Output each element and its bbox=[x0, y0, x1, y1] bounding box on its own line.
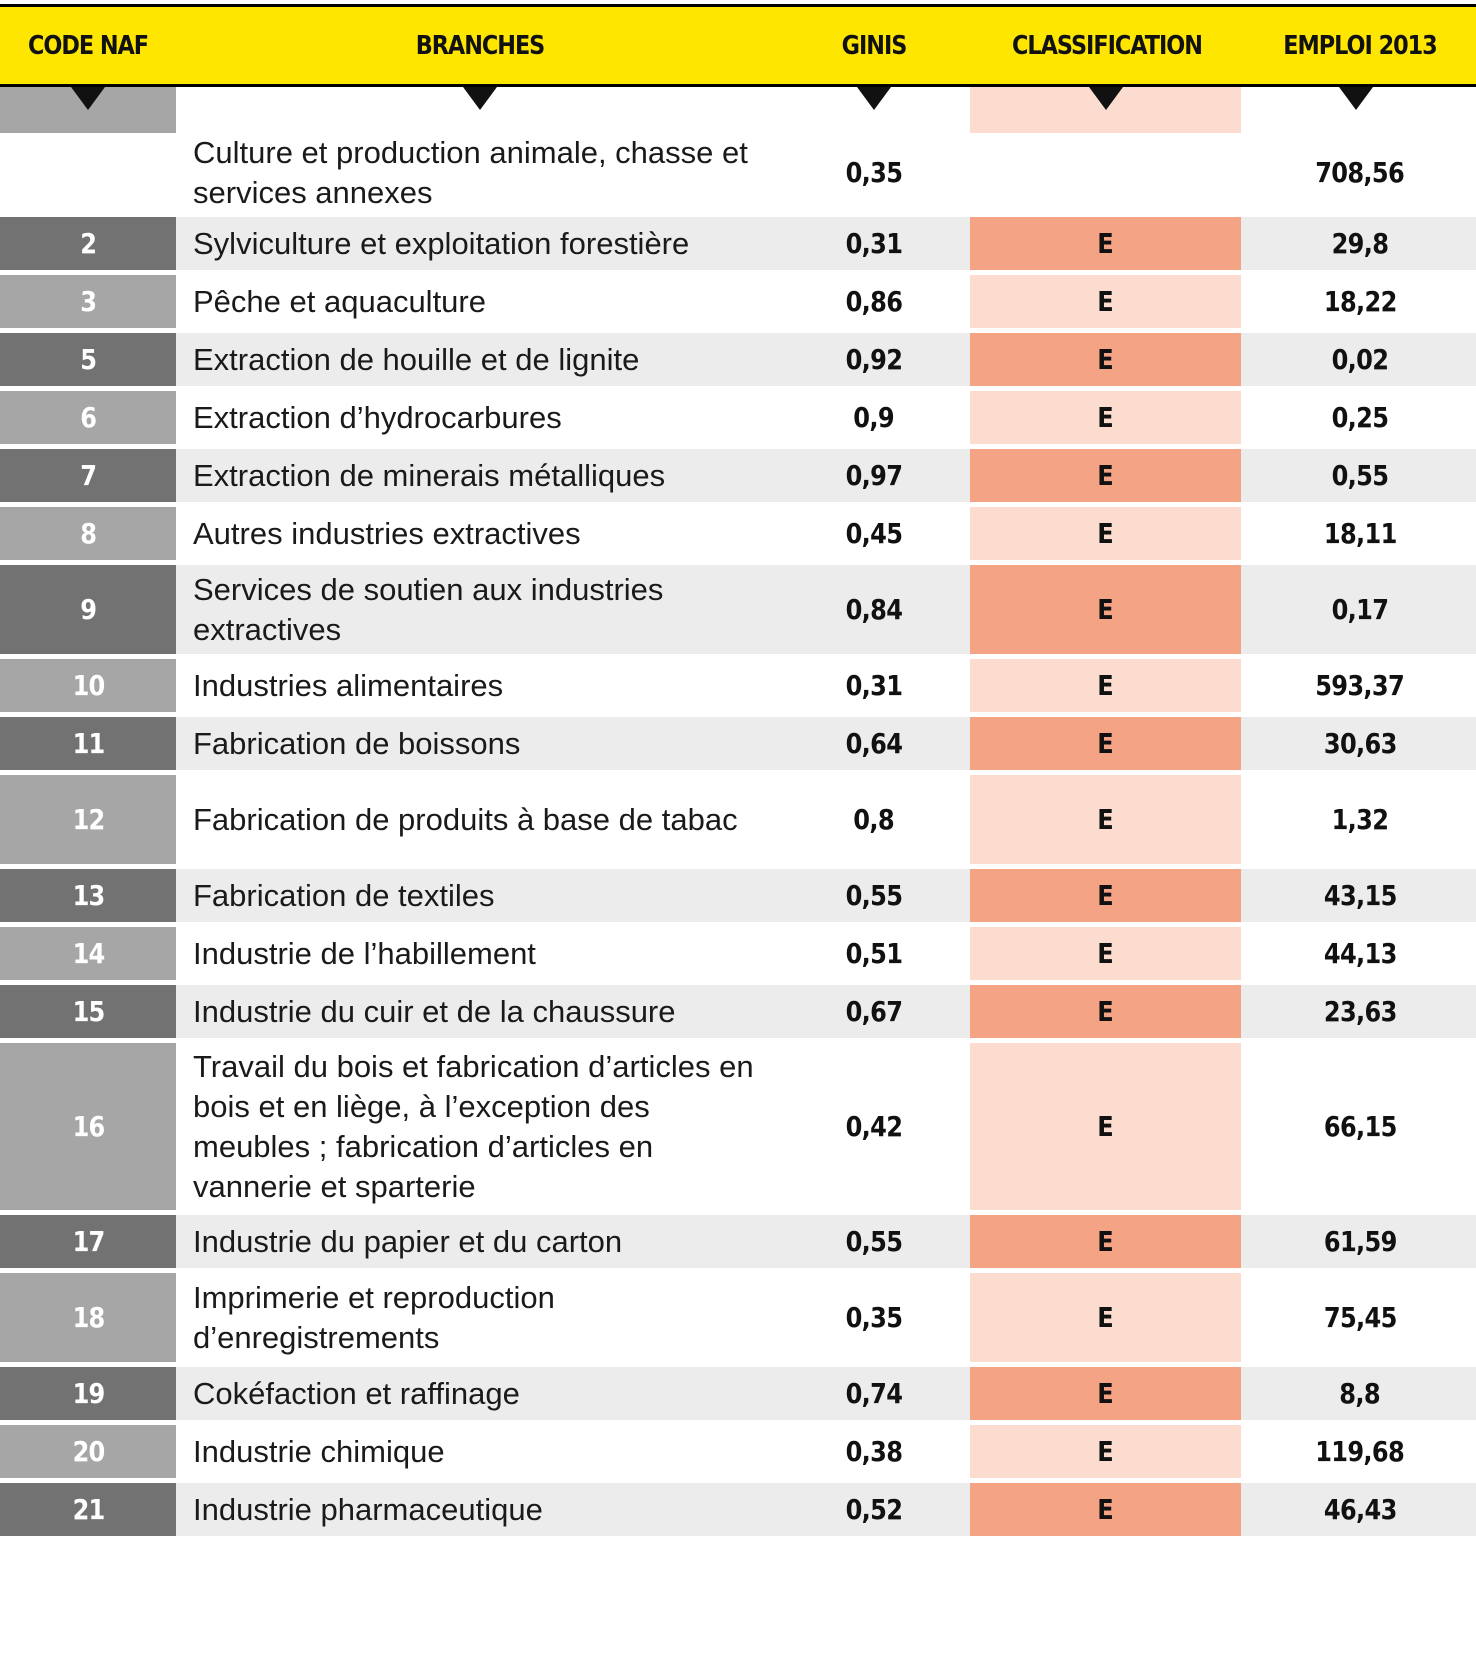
classification-cell: E bbox=[970, 927, 1241, 980]
classification-cell: E bbox=[970, 507, 1241, 560]
emploi-cell: 75,45 bbox=[1323, 1301, 1397, 1334]
branche-cell: Industrie de l’habillement bbox=[193, 935, 536, 971]
emploi-cell: 0,02 bbox=[1331, 343, 1389, 376]
code-naf-cell: 7 bbox=[0, 449, 176, 502]
emploi-cell: 18,22 bbox=[1323, 285, 1397, 318]
emploi-cell: 0,55 bbox=[1331, 459, 1389, 492]
emploi-cell: 119,68 bbox=[1315, 1435, 1405, 1468]
classification-cell: E bbox=[970, 333, 1241, 386]
emploi-cell: 43,15 bbox=[1323, 879, 1397, 912]
code-naf-cell: 14 bbox=[0, 927, 176, 980]
code-naf-cell: 18 bbox=[0, 1273, 176, 1362]
classification-cell: E bbox=[970, 1483, 1241, 1536]
code-naf-cell: 19 bbox=[0, 1367, 176, 1420]
emploi-cell: 29,8 bbox=[1331, 227, 1389, 260]
table-row bbox=[0, 449, 1476, 507]
table-row bbox=[0, 1043, 1476, 1215]
branche-cell: Industrie du cuir et de la chaussure bbox=[193, 993, 676, 1029]
table-row bbox=[0, 1483, 1476, 1541]
classification-cell: E bbox=[970, 1043, 1241, 1210]
code-naf-cell: 1 bbox=[0, 87, 176, 212]
gini-cell: 0,35 bbox=[845, 156, 903, 189]
code-naf-cell: 8 bbox=[0, 507, 176, 560]
table-row bbox=[0, 717, 1476, 775]
classification-cell: E bbox=[970, 275, 1241, 328]
table-row bbox=[0, 391, 1476, 449]
table-row bbox=[0, 565, 1476, 659]
branche-cell: Imprimerie et reproduction d’enregistrements bbox=[193, 1279, 555, 1355]
table-row bbox=[0, 1425, 1476, 1483]
classification-cell: E bbox=[970, 1367, 1241, 1420]
code-naf-cell: 11 bbox=[0, 717, 176, 770]
branche-cell: Extraction de minerais métalliques bbox=[193, 457, 666, 493]
header-code-naf: CODE NAF bbox=[27, 30, 149, 61]
gini-cell: 0,84 bbox=[845, 593, 903, 626]
classification-cell: E bbox=[970, 1215, 1241, 1268]
code-naf-cell: 3 bbox=[0, 275, 176, 328]
branche-cell: Fabrication de boissons bbox=[193, 725, 521, 761]
gini-cell: 0,35 bbox=[845, 1301, 903, 1334]
gini-cell: 0,31 bbox=[845, 669, 903, 702]
gini-cell: 0,74 bbox=[845, 1377, 903, 1410]
branche-cell: Cokéfaction et raffinage bbox=[193, 1375, 520, 1411]
branche-cell: Culture et production animale, chasse et services annexes bbox=[193, 134, 748, 210]
table-row bbox=[0, 659, 1476, 717]
gini-cell: 0,42 bbox=[845, 1110, 903, 1143]
emploi-cell: 18,11 bbox=[1323, 517, 1397, 550]
classification-cell: E bbox=[970, 869, 1241, 922]
emploi-cell: 8,8 bbox=[1339, 1377, 1381, 1410]
gini-cell: 0,67 bbox=[845, 995, 903, 1028]
classification-cell: E bbox=[970, 1273, 1241, 1362]
emploi-cell: 1,32 bbox=[1331, 803, 1389, 836]
emploi-cell: 46,43 bbox=[1323, 1493, 1397, 1526]
branche-cell: Travail du bois et fabrication d’articles en bois et en liège, à l’exception des meubles ; fabrication d’articles en vannerie et sparterie bbox=[193, 1048, 754, 1204]
header-ginis: GINIS bbox=[841, 30, 907, 61]
classification-cell: E bbox=[970, 659, 1241, 712]
table-row bbox=[0, 775, 1476, 869]
code-naf-cell: 15 bbox=[0, 985, 176, 1038]
branche-cell: Sylviculture et exploitation forestière bbox=[193, 225, 690, 261]
branche-cell: Extraction de houille et de lignite bbox=[193, 341, 640, 377]
emploi-cell: 0,25 bbox=[1331, 401, 1389, 434]
code-naf-cell: 17 bbox=[0, 1215, 176, 1268]
branche-cell: Fabrication de produits à base de tabac bbox=[193, 801, 738, 837]
code-naf-cell: 16 bbox=[0, 1043, 176, 1210]
table-row bbox=[0, 1273, 1476, 1367]
table-row bbox=[0, 1367, 1476, 1425]
gini-cell: 0,55 bbox=[845, 1225, 903, 1258]
code-naf-cell: 20 bbox=[0, 1425, 176, 1478]
gini-cell: 0,9 bbox=[853, 401, 895, 434]
code-naf-cell: 2 bbox=[0, 217, 176, 270]
gini-cell: 0,45 bbox=[845, 517, 903, 550]
code-naf-cell: 12 bbox=[0, 775, 176, 864]
table-header bbox=[0, 4, 1476, 87]
code-naf-cell: 5 bbox=[0, 333, 176, 386]
gini-cell: 0,92 bbox=[845, 343, 903, 376]
header-emploi: EMPLOI 2013 bbox=[1283, 30, 1437, 61]
emploi-cell: 0,17 bbox=[1331, 593, 1389, 626]
branche-cell: Extraction d’hydrocarbures bbox=[193, 399, 562, 435]
gini-cell: 0,52 bbox=[845, 1493, 903, 1526]
gini-cell: 0,51 bbox=[845, 937, 903, 970]
classification-cell: E bbox=[970, 391, 1241, 444]
gini-cell: 0,64 bbox=[845, 727, 903, 760]
classification-cell: E bbox=[970, 87, 1241, 212]
classification-cell: E bbox=[970, 449, 1241, 502]
table-row bbox=[0, 1215, 1476, 1273]
gini-cell: 0,97 bbox=[845, 459, 903, 492]
gini-cell: 0,55 bbox=[845, 879, 903, 912]
emploi-cell: 44,13 bbox=[1323, 937, 1397, 970]
classification-cell: E bbox=[970, 775, 1241, 864]
code-naf-cell: 10 bbox=[0, 659, 176, 712]
table-row bbox=[0, 507, 1476, 565]
branche-cell: Services de soutien aux industries extractives bbox=[193, 571, 664, 647]
table-row bbox=[0, 869, 1476, 927]
header-branches: BRANCHES bbox=[415, 30, 545, 61]
branche-cell: Fabrication de textiles bbox=[193, 877, 495, 913]
branche-cell: Industrie chimique bbox=[193, 1433, 445, 1469]
code-naf-cell: 21 bbox=[0, 1483, 176, 1536]
table-row bbox=[0, 985, 1476, 1043]
classification-cell: E bbox=[970, 565, 1241, 654]
code-naf-cell: 6 bbox=[0, 391, 176, 444]
gini-cell: 0,38 bbox=[845, 1435, 903, 1468]
branche-cell: Industrie du papier et du carton bbox=[193, 1223, 623, 1259]
table-row bbox=[0, 275, 1476, 333]
emploi-cell: 708,56 bbox=[1315, 156, 1405, 189]
classification-cell: E bbox=[970, 1425, 1241, 1478]
header-classification: CLASSIFICATION bbox=[1012, 30, 1202, 61]
gini-cell: 0,8 bbox=[853, 803, 895, 836]
code-naf-cell: 13 bbox=[0, 869, 176, 922]
branche-cell: Pêche et aquaculture bbox=[193, 283, 486, 319]
table-row bbox=[0, 927, 1476, 985]
code-naf-cell: 9 bbox=[0, 565, 176, 654]
gini-cell: 0,86 bbox=[845, 285, 903, 318]
emploi-cell: 30,63 bbox=[1323, 727, 1397, 760]
classification-cell: E bbox=[970, 217, 1241, 270]
gini-cell: 0,31 bbox=[845, 227, 903, 260]
branche-cell: Autres industries extractives bbox=[193, 515, 581, 551]
naf-table bbox=[0, 4, 1476, 1541]
branche-cell: Industrie pharmaceutique bbox=[193, 1491, 543, 1527]
emploi-cell: 66,15 bbox=[1323, 1110, 1397, 1143]
emploi-cell: 593,37 bbox=[1315, 669, 1405, 702]
emploi-cell: 61,59 bbox=[1323, 1225, 1397, 1258]
emploi-cell: 23,63 bbox=[1323, 995, 1397, 1028]
table-row bbox=[0, 217, 1476, 275]
classification-cell: E bbox=[970, 985, 1241, 1038]
classification-cell: E bbox=[970, 717, 1241, 770]
table-row bbox=[0, 333, 1476, 391]
table-row bbox=[0, 87, 1476, 217]
branche-cell: Industries alimentaires bbox=[193, 667, 504, 703]
table-body bbox=[0, 87, 1476, 1541]
